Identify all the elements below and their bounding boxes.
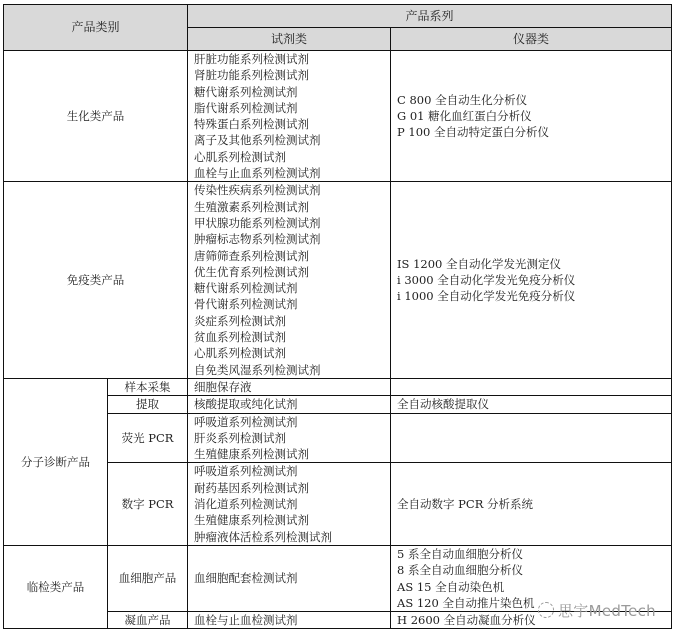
instrument-item: AS 120 全自动推片染色机 (397, 595, 535, 610)
reagents-cell (188, 463, 391, 545)
table-row-immuno (4, 182, 672, 379)
reagent-item: 炎症系列检测试剂 (194, 313, 287, 328)
reagent-item: 唐筛筛查系列检测试剂 (194, 248, 310, 263)
instruments-immuno (391, 182, 672, 379)
reagent-item: 呼吸道系列检测试剂 (194, 414, 298, 429)
category-molecular: 分子诊断产品 (4, 378, 108, 545)
subcategory: 荧光 PCR (108, 413, 188, 463)
instruments-cell (391, 463, 672, 545)
reagent-item: 耐药基因系列检测试剂 (194, 480, 310, 495)
header-series: 产品系列 (188, 5, 672, 28)
instrument-item: H 2600 全自动凝血分析仪 (397, 613, 536, 628)
table-row-molecular-sample (4, 378, 672, 395)
instrument-item: 8 系全自动血细胞分析仪 (397, 563, 523, 578)
reagent-item: 心肌系列检测试剂 (194, 346, 287, 361)
product-table (3, 4, 672, 629)
instruments-biochem (391, 51, 672, 182)
header-category: 产品类别 (4, 5, 188, 51)
reagent-item: 肿瘤液体活检系列检测试剂 (194, 529, 333, 544)
instruments-cell (391, 413, 672, 463)
reagents-cell (188, 545, 391, 611)
wechat-logo-icon (538, 602, 554, 618)
reagent-item: 血细胞配套检测试剂 (194, 571, 298, 586)
reagent-item: 细胞保存液 (194, 379, 252, 394)
subcategory: 提取 (108, 396, 188, 413)
instrument-item: AS 15 全自动染色机 (397, 579, 505, 594)
reagent-item: 肝炎系列检测试剂 (194, 430, 287, 445)
category-immuno: 免疫类产品 (4, 182, 188, 379)
reagent-item: 脂代谢系列检测试剂 (194, 100, 298, 115)
reagent-item: 呼吸道系列检测试剂 (194, 464, 298, 479)
reagent-item: 肿瘤标志物系列检测试剂 (194, 232, 321, 247)
reagent-item: 肝脏功能系列检测试剂 (194, 52, 310, 66)
watermark (538, 600, 656, 621)
reagent-item: 甲状腺功能系列检测试剂 (194, 215, 321, 230)
instrument-item: IS 1200 全自动化学发光测定仪 (397, 256, 562, 271)
instrument-item: 5 系全自动血细胞分析仪 (397, 546, 523, 561)
category-biochem: 生化类产品 (4, 51, 188, 182)
reagents-cell (188, 396, 391, 413)
reagents-immuno (188, 182, 391, 379)
instrument-item: P 100 全自动特定蛋白分析仪 (397, 125, 550, 140)
header-reagents: 试剂类 (188, 28, 391, 51)
reagent-item: 肾脏功能系列检测试剂 (194, 68, 310, 83)
instrument-item: i 3000 全自动化学发光免疫分析仪 (397, 273, 576, 287)
category-clinical: 临检类产品 (4, 545, 108, 628)
reagent-item: 生殖健康系列检测试剂 (194, 513, 310, 528)
table-row-biochem (4, 51, 672, 182)
instrument-item: 全自动核酸提取仪 (397, 397, 490, 412)
reagent-item: 自免类风湿系列检测试剂 (194, 362, 321, 377)
header-instruments: 仪器类 (391, 28, 672, 51)
subcategory: 数字 PCR (108, 463, 188, 545)
instruments-cell (391, 396, 672, 413)
subcategory: 血细胞产品 (108, 545, 188, 611)
reagent-item: 糖代谢系列检测试剂 (194, 281, 298, 296)
reagent-item: 优生优育系列检测试剂 (194, 264, 310, 279)
reagent-item: 骨代谢系列检测试剂 (194, 297, 298, 312)
instrument-item: G 01 糖化血红蛋白分析仪 (397, 109, 532, 124)
watermark-text: 思宇MedTech (558, 602, 656, 620)
reagent-item: 心肌系列检测试剂 (194, 149, 287, 164)
instruments-cell (391, 378, 672, 395)
subcategory: 样本采集 (108, 378, 188, 395)
reagent-item: 传染性疾病系列检测试剂 (194, 183, 321, 198)
reagent-item: 血栓与止血检测试剂 (194, 613, 298, 628)
reagents-biochem (188, 51, 391, 182)
reagent-item: 血栓与止血系列检测试剂 (194, 166, 321, 181)
reagent-item: 生殖激素系列检测试剂 (194, 199, 310, 214)
reagent-item: 消化道系列检测试剂 (194, 497, 298, 512)
reagent-item: 离子及其他系列检测试剂 (194, 133, 321, 148)
reagent-item: 特殊蛋白系列检测试剂 (194, 117, 310, 132)
subcategory: 凝血产品 (108, 612, 188, 629)
reagent-item: 核酸提取或纯化试剂 (194, 397, 298, 412)
reagent-item: 糖代谢系列检测试剂 (194, 84, 298, 99)
reagents-cell (188, 378, 391, 395)
reagent-item: 生殖健康系列检测试剂 (194, 447, 310, 462)
reagents-cell (188, 612, 391, 629)
reagent-item: 贫血系列检测试剂 (194, 330, 287, 345)
reagents-cell (188, 413, 391, 463)
instrument-item: C 800 全自动生化分析仪 (397, 92, 528, 107)
instrument-item: 全自动数字 PCR 分析系统 (397, 497, 534, 512)
instrument-item: i 1000 全自动化学发光免疫分析仪 (397, 289, 576, 304)
